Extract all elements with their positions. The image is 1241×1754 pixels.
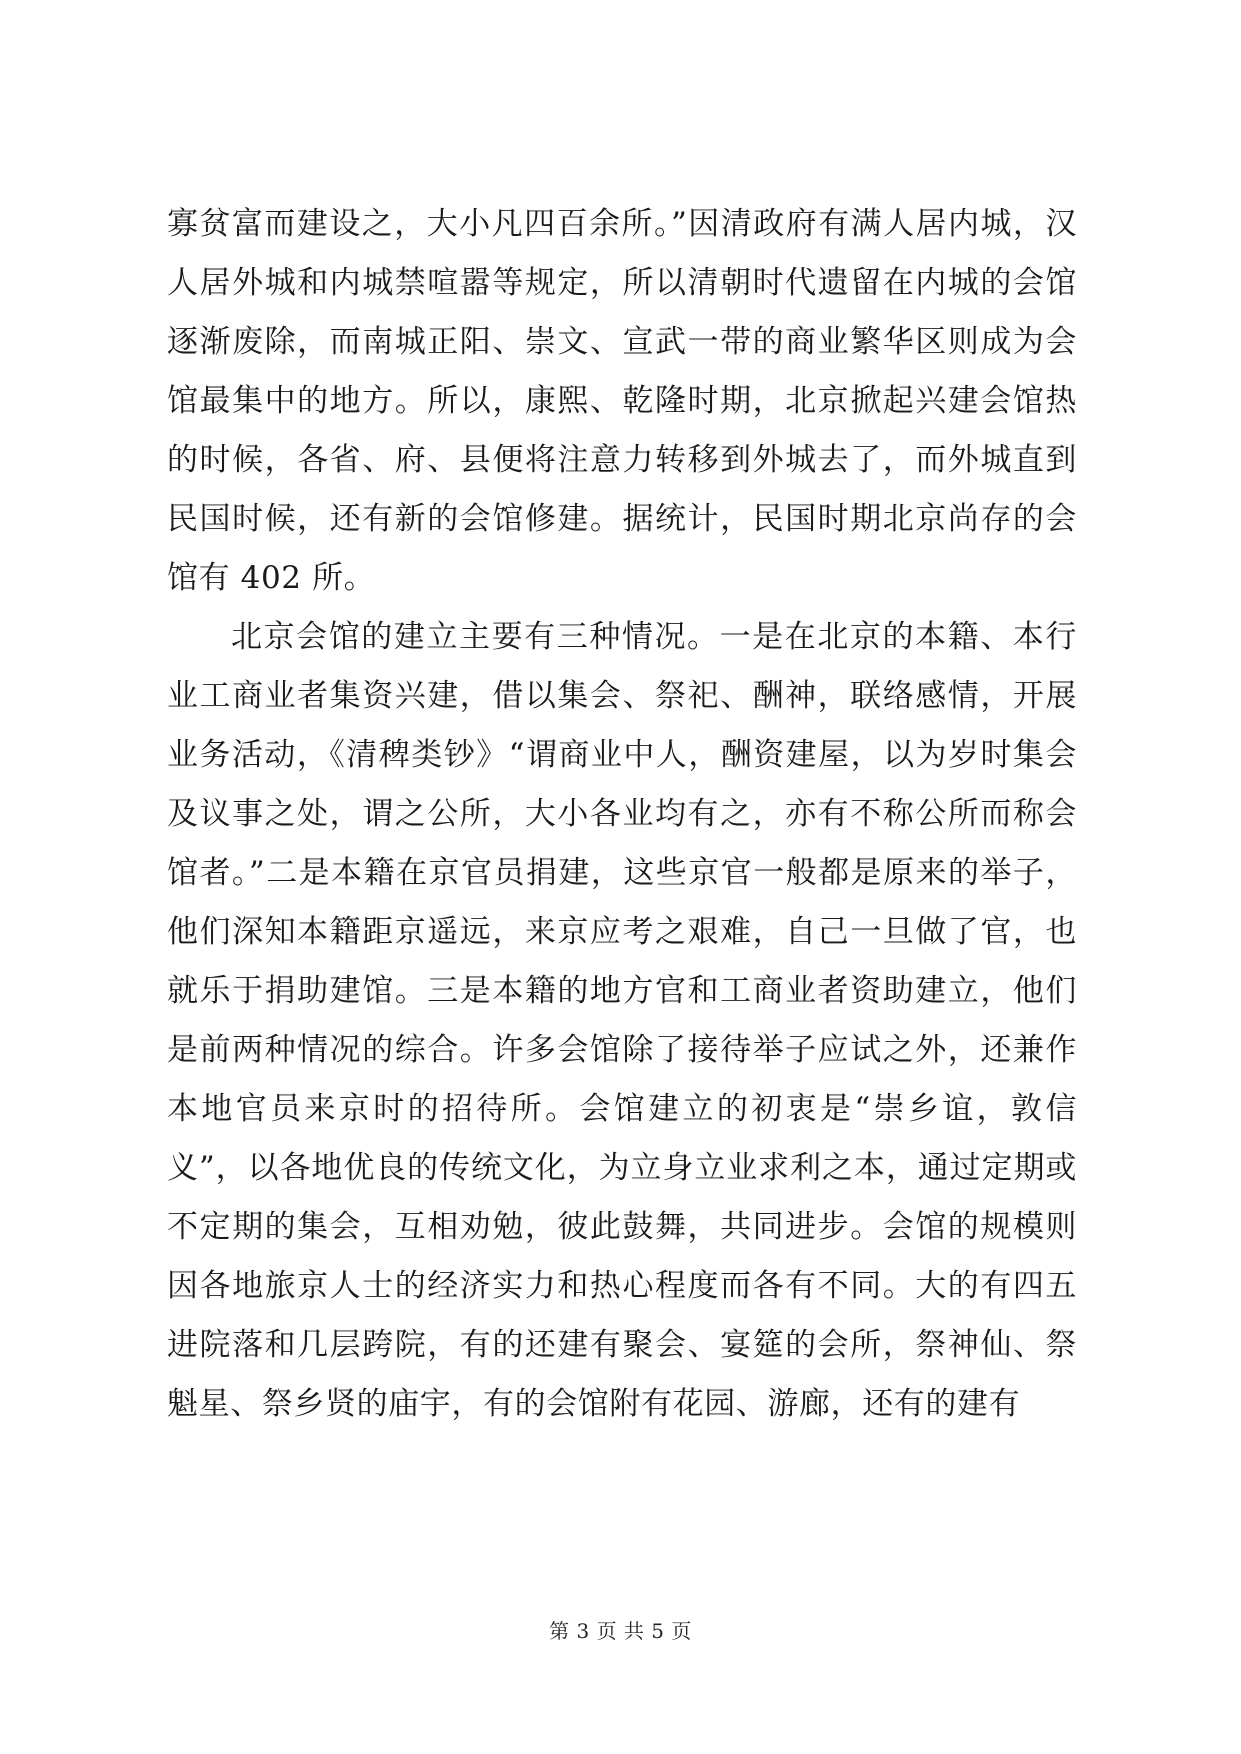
- document-body: [167, 195, 1077, 1434]
- page-number-footer: 第 3 页 共 5 页: [549, 1619, 692, 1643]
- paragraph-2: 北京会馆的建立主要有三种情况。一是在北京的本籍、本行业工商业者集资兴建，借以集会、祭祀、酬神，联络感情，开展业务活动，《清稗类钞》“谓商业中人，酬资建屋，以为岁时集会及议事之处，谓之公所，大小各业均有之，亦有不称公所而称会馆者。”二是本籍在京官员捐建，这些京官一般都是原来的举子，他们深知本籍距京遥远，来京应考之艰难，自己一旦做了官，也就乐于捐助建馆。三是本籍的地方官和工商业者资助建立，他们是前两种情况的综合。许多会馆除了接待举子应试之外，还兼作本地官员来京时的招待所。会馆建立的初衷是“崇乡谊，敦信义”，以各地优良的传统文化，为立身立业求利之本，通过定期或不定期的集会，互相劝勉，彼此鼓舞，共同进步。会馆的规模则因各地旅京人士的经济实力和热心程度而各有不同。大的有四五进院落和几层跨院，有的还建有聚会、宴筵的会所，祭神仙、祭魁星、祭乡贤的庙宇，有的会馆附有花园、游廊，还有的建有: [167, 619, 1077, 1422]
- paragraph-1: 寡贫富而建设之，大小凡四百余所。”因清政府有满人居内城，汉人居外城和内城禁喧嚣等规定，所以清朝时代遗留在内城的会馆逐渐废除，而南城正阳、崇文、宣武一带的商业繁华区则成为会馆最集中的地方。所以，康熙、乾隆时期，北京掀起兴建会馆热的时候，各省、府、县便将注意力转移到外城去了，而外城直到民国时候，还有新的会馆修建。据统计，民国时期北京尚存的会馆有 402 所。: [167, 206, 1077, 596]
